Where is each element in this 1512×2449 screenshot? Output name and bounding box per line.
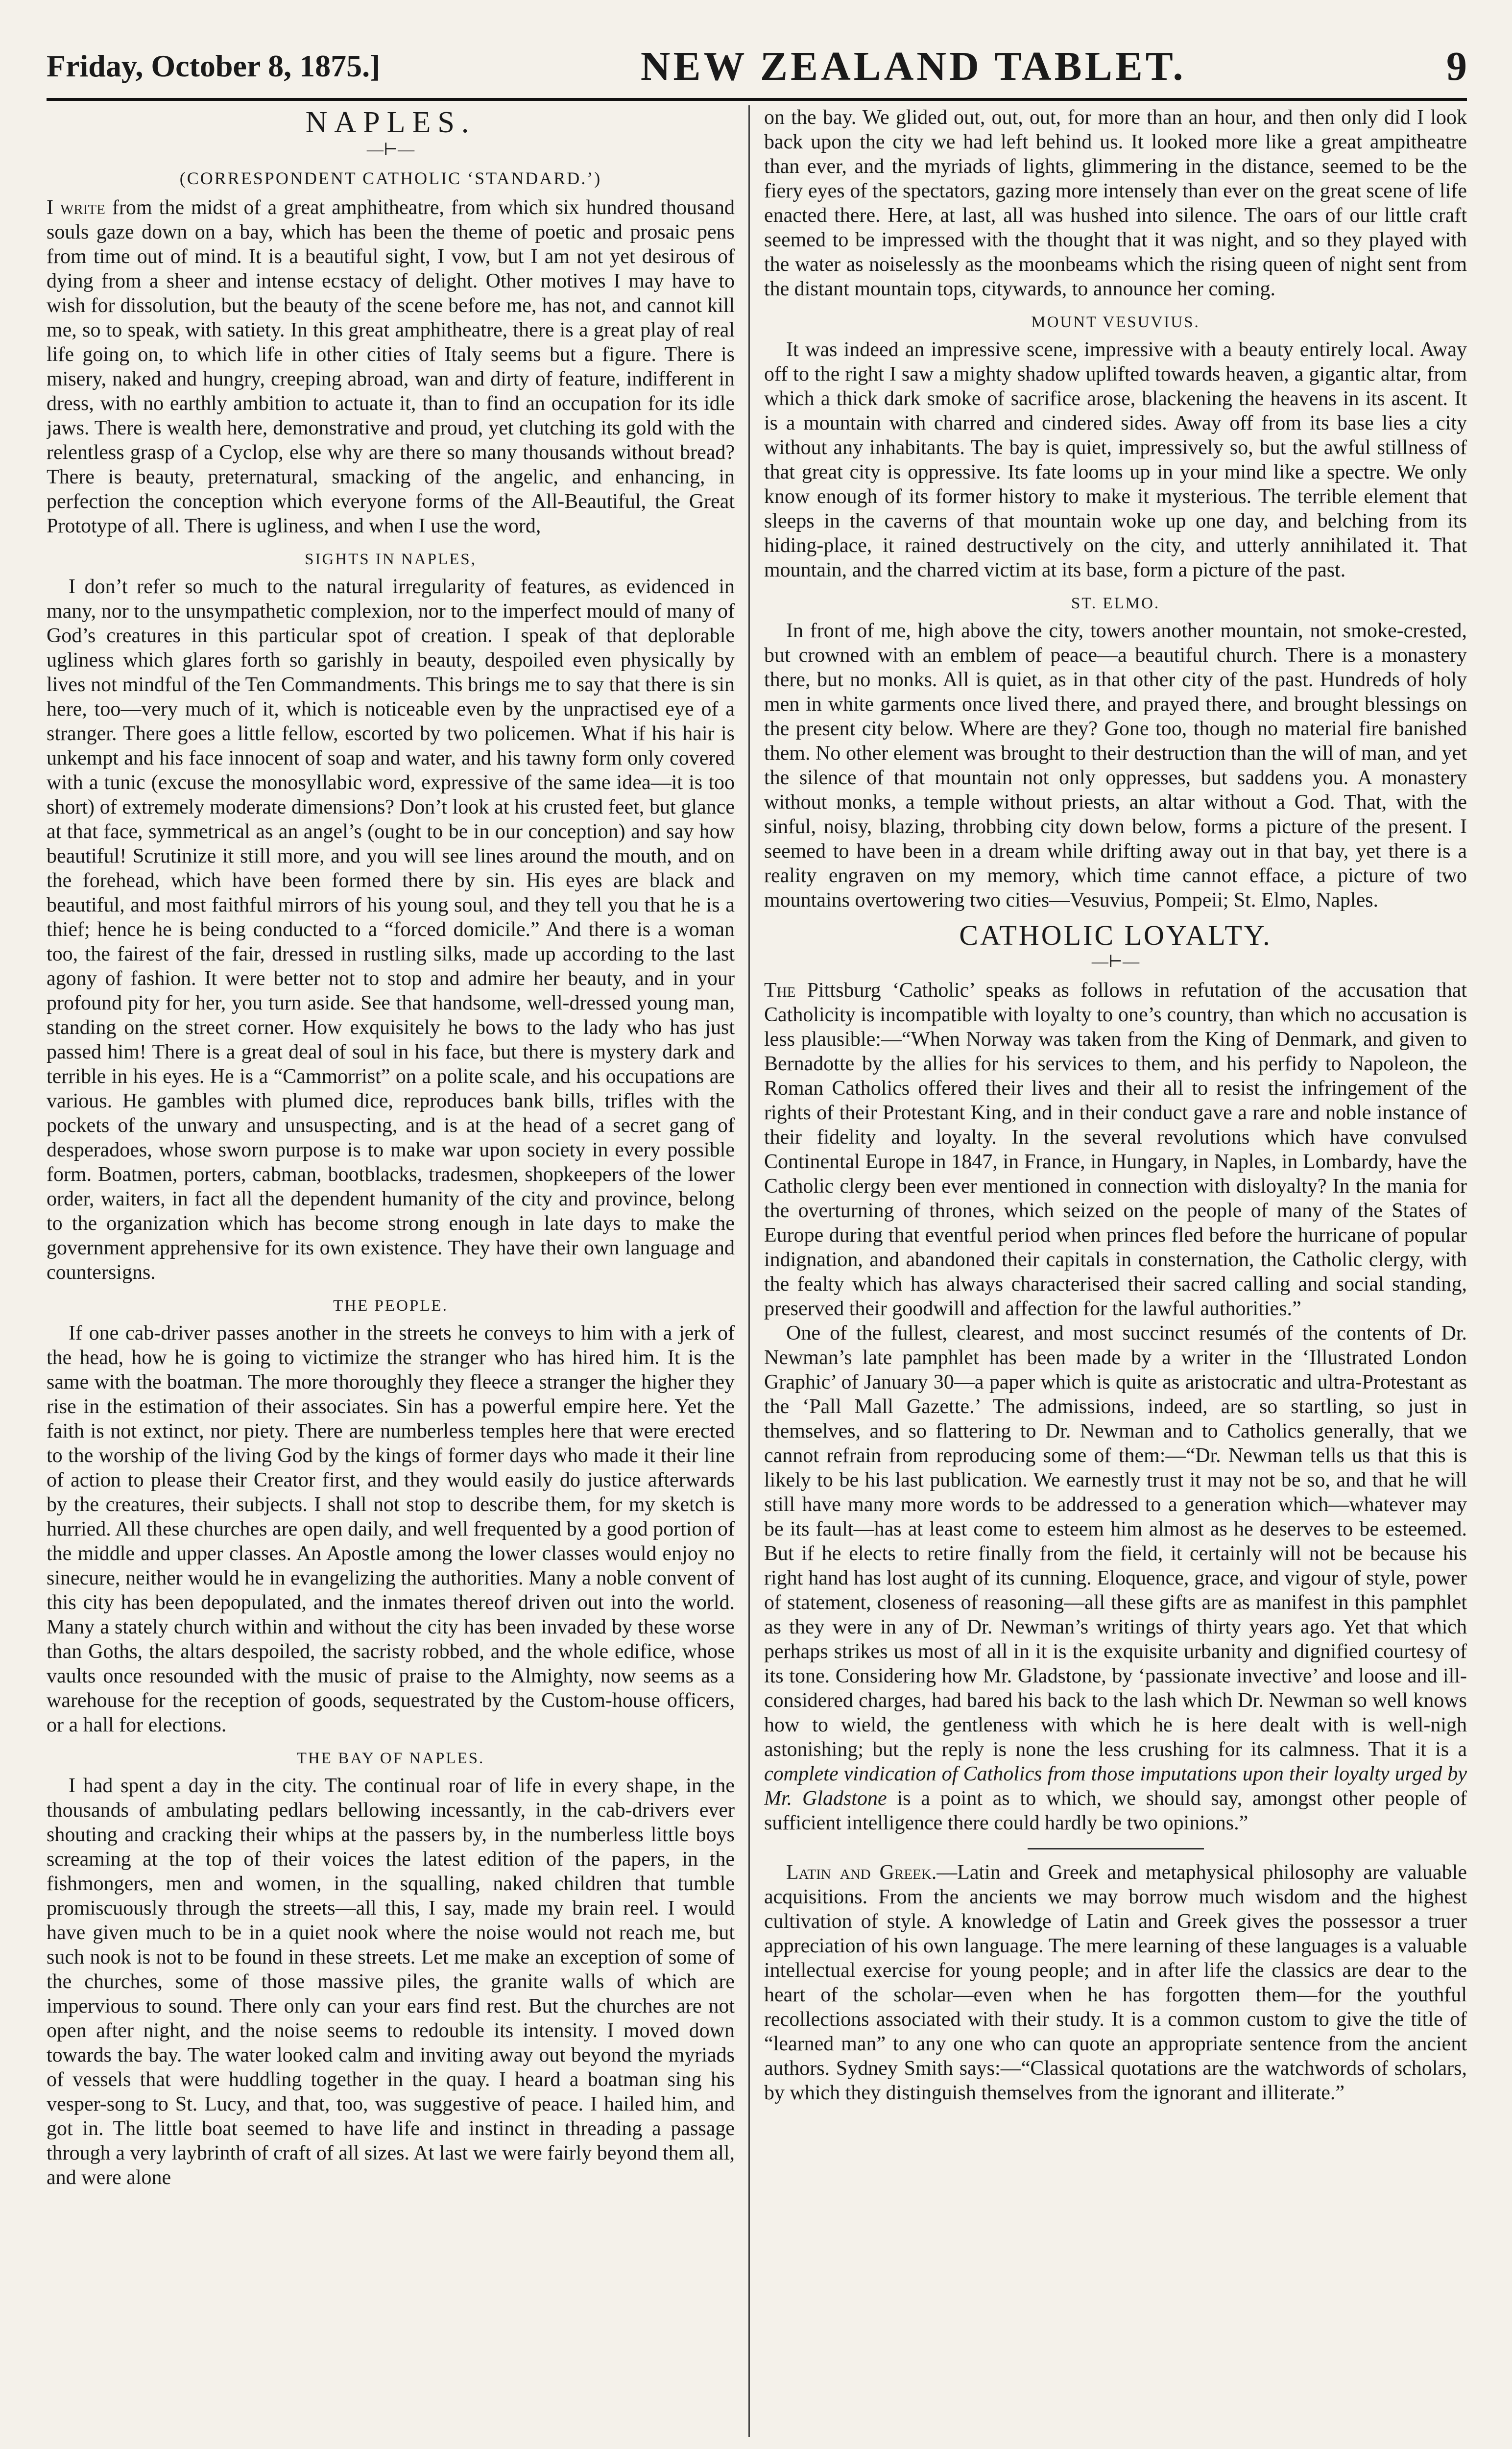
people-paragraph: If one cab-driver passes another in the streets he conveys to him with a jerk of the head, how he is going to victimize the stranger who has hired him. It is the same with the boatman. The more thoroughly they fleece a stranger the higher they rise in the estimation of their associates. Sin has a powerful empire here. Yet the faith is not extinct, nor piety. There are numberless temples here that were erected to the worship of the living God by the kings of former days who made it their line of action to please their Creator first, and they would easily do justice afterwards by the creatures, their subjects. I shall not stop to describe them, for my sketch is hurried. All these churches are open daily, and well frequented by a good portion of the middle and upper classes. An Apostle among the lower classes would enjoy no sinecure, neither would he in evangelizing the authorities. Many a noble convent of this city has been depopulated, and the inmates thereof driven out into the world. Many a stately church within and without the city has been invaded by these worse than Goths, the altars despoiled, the sacristy robbed, and the whole edifice, whose vaults once resounded with the music of praise to the Almighty, now seems as a warehouse for the reception of goods, sequestrated by the Custom-house officers, or a hall for elections. [47, 1322, 735, 1736]
naples-byline: (CORRESPONDENT CATHOLIC ‘STANDARD.’) [179, 168, 602, 188]
naples-divider: —⊢— [366, 141, 415, 159]
issue-date: Friday, October 8, 1875.] [47, 48, 381, 83]
masthead [47, 34, 1467, 101]
newspaper-title: NEW ZEALAND TABLET. [640, 43, 1186, 89]
latin-lead: Latin and Greek. [786, 1861, 937, 1884]
bay-heading: THE BAY OF NAPLES. [296, 1750, 485, 1767]
bay-continued: on the bay. We glided out, out, out, for more than an hour, and then only did I look back upon the city we had left behind us. It looked more like a great ampitheatre than ever, and the myriads of lights, glimmering in the distance, seemed to be the fiery eyes of the spectators, gazing more intensely than ever on the great scene of life enacted there. Here, at last, all was hushed into silence. The oars of our little craft seemed to be impressed with the thought that it was night, and so they played with the water as noiselessly as the moonbeams which the rising queen of night sent from the distant mountain tops, citywards, to announce her coming. [764, 106, 1467, 300]
page-number: 9 [1446, 43, 1467, 89]
left-column [47, 105, 735, 2437]
naples-intro-lead: I write [47, 196, 105, 219]
naples-intro: I write from the midst of a great amphitheatre, from which six hundred thousand souls gaze down on a bay, which has been the theme of poetic and prosaic pens from time out of mind. It is a beautiful sight, I vow, but I am not yet desirous of dying from a sheer and intense ecstacy of delight. Other motives I may have to wish for dissolution, but the beauty of the scene before me, has not, and cannot kill me, so to speak, with satiety. In this great amphitheatre, there is a great play of real life going on, to which life in other cities of Italy seems but a figure. There is misery, naked and hungry, creeping abroad, wan and dirty of feature, indifferent in dress, with no earthly ambition to actuate it, than to find an occupation for its idle jaws. There is wealth here, demonstrative and proud, yet clutching its gold with the relentless grasp of a Cyclop, else why are there so many thousands without bread? There is beauty, preternatural, smacking of the angelic, and enhancing, in perfection the conception which everyone forms of the All-Beautiful, the Great Prototype of all. There is ugliness, and when I use the word, [47, 196, 735, 537]
sights-heading: SIGHTS IN NAPLES, [305, 551, 477, 568]
people-heading: THE PEOPLE. [333, 1297, 448, 1315]
vesuvius-paragraph: It was indeed an impressive scene, impressive with a beauty entirely local. Away off to the right I saw a mighty shadow uplifted towards heaven, a gigantic altar, from which a thick dark smoke of sacrifice arose, blackening the heavens in its ascent. It is a mountain with charred and cindered sides. Away off from its base lies a city without any inhabitants. The bay is quiet, impressively so, but the awful stillness of that great city is oppressive. Its fate looms up in your mind like a spectre. We only know enough of its former history to make it mysterious. The terrible element that sleeps in the caverns of that mountain woke up one day, and belching from its hiding-place, it rained destructively on the city, and utterly annihilated it. That mountain, and the charred victim at its base, form a picture of the past. [764, 338, 1467, 581]
elmo-paragraph: In front of me, high above the city, towers another mountain, not smoke-crested, but crowned with an emblem of peace—a beautiful church. There is a monastery there, but no monks. All is quiet, as in that other city of the past. Hundreds of holy men in white garments once lived there, and prayed there, and brought blessings on the present city below. Where are they? Gone too, though no material fire banished them. No other element was brought to their destruction than the will of man, and yet the silence of that mountain not only oppresses, but saddens you. A monastery without monks, a temple without priests, an altar without a God. That, with the sinful, noisy, blazing, throbbing city down below, forms a picture of the present. I seemed to have been in a dream while drifting away out in that bay, yet there is a reality engraven on my memory, which time cannot efface, a picture of two mountains overtowering two cities—Vesuvius, Pompeii; St. Elmo, Naples. [764, 620, 1467, 912]
loyalty-paragraph-2: One of the fullest, clearest, and most succinct resumés of the contents of Dr. Newman’s late pamphlet has been made by a writer in the ‘Illustrated London Graphic’ of January 30—a paper which is quite as aristocratic and ultra-Protestant as the ‘Pall Mall Gazette.’ The admissions, indeed, are so startling, so just in themselves, and so flattering to Dr. Newman and to Catholics generally, that we cannot refrain from reproducing some of them:—“Dr. Newman tells us that this is likely to be his last publication. We earnestly trust it may not be so, and that he will still have many more words to be addressed to a generation which—whatever may be its fault—has at least come to esteem him almost as he deserves to be esteemed. But if he elects to retire finally from the field, it certainly will not be because his right hand has lost aught of its cunning. Eloquence, grace, and vigour of style, power of statement, closeness of reasoning—all these gifts are as manifest in this pamphlet as they were in any of Dr. Newman’s writings of thirty years ago. Yet that which perhaps strikes us most of all in it is the exquisite urbanity and dignified courtesy of its tone. Considering how Mr. Gladstone, by ‘passionate invective’ and loose and ill-considered charges, had bared his back to the lash which Dr. Newman so well knows how to wield, the gentleness with which he is here dealt with is well-nigh astonishing; but the reply is none the less crushing for its calmness. That it is a complete vindication of Catholics from those imputations upon their loyalty urged by Mr. Gladstone is a point as to which, we should say, amongst other people of sufficient intelligence there could hardly be two opinions.” [764, 1322, 1467, 1834]
vesuvius-heading: MOUNT VESUVIUS. [1031, 313, 1200, 331]
sights-paragraph: I don’t refer so much to the natural irregularity of features, as evidenced in many, nor to the unsympathetic complexion, nor to the imperfect mould of many of God’s creatures in this particular spot of creation. I speak of that deplorable ugliness which glares forth so garishly in beauty, despoiled even physically by lives not mindful of the Ten Commandments. This brings me to say that there is sin here, too—very much of it, which is noticeable even by the unpractised eye of a stranger. There goes a little fellow, escorted by two policemen. What if his hair is unkempt and his face innocent of soap and water, and his tawny form only covered with a tunic (excuse the monosyllabic word, expressive of the same idea—it is too short) of extremely moderate dimensions? Don’t look at his crusted feet, but glance at that face, symmetrical as an angel’s (ought to be in our conception) and say how beautiful! Scrutinize it still more, and you will see lines around the mouth, and on the forehead, which have been formed there by sin. His eyes are black and beautiful, and most faithful mirrors of his young soul, and they tell you that he is a thief; hence he is being conducted to a “forced domicile.” And there is a woman too, the fairest of the fair, dressed in rustling silks, made up according to the last agony of fashion. It were better not to stop and admire her beauty, and in your profound pity for her, you turn aside. See that handsome, well-dressed young man, standing on the street corner. How exquisitely he bows to the lady who has just passed him! There is a great deal of soul in his face, but there is mystery dark and terrible in his eyes. He is a “Cammorrist” on a polite scale, and his occupations are various. He gambles with plumed dice, reproduces bank bills, trifles with the pockets of the unwary and unsuspecting, and is at the head of a secret gang of desperadoes, whose sworn purpose is to make war upon society in every possible form. Boatmen, porters, cabman, bootblacks, tradesmen, shopkeepers of the lower order, waiters, in fact all the dependent humanity of the city and province, belong to the organization which has become strong enough in late days to make the government apprehensive for its own existence. They have their own language and countersigns. [47, 576, 735, 1284]
loyalty-title: CATHOLIC LOYALTY. [959, 919, 1272, 951]
loyalty-italic-phrase: complete vindication of Catholics from those imputations upon their loyalty urged by Mr. Gladstone [764, 1763, 1467, 1810]
section-rule [1028, 1848, 1204, 1849]
loyalty-divider: —⊢— [1091, 953, 1140, 971]
loyalty-lead: The [764, 979, 796, 1002]
bay-paragraph: I had spent a day in the city. The continual roar of life in every shape, in the thousands of ambulating pedlars bellowing incessantly, in the cab-drivers ever shouting and cracking their whips at the passers by, in the numberless little boys screaming at the top of their voices the latest edition of the papers, in the fishmongers, men and women, in the squalling, naked children that tumble promiscuously through the streets—all this, I say, made my brain reel. I would have given much to be in a quiet nook where the noise would not reach me, but such nook is not to be found in these streets. Let me make an exception of some of the churches, some of those massive piles, the granite walls of which are impervious to sound. There only can your ears find rest. But the churches are not open after night, and the noise seems to redouble its intensity. I moved down towards the bay. The water looked calm and inviting away out beyond the myriads of vessels that were huddling together in the quay. I heard a boatman sing his vesper-song to St. Lucy, and that, too, was suggestive of peace. I hailed him, and got in. The little boat seemed to have life and instinct in threading a passage through a very laybrinth of craft of all sizes. At last we were fairly beyond them all, and were alone [47, 1775, 735, 2189]
naples-title: NAPLES. [305, 106, 476, 139]
loyalty-paragraph-1: The Pittsburg ‘Catholic’ speaks as follows in refutation of the accusation that Catholicity is incompatible with loyalty to one’s country, than which no accusation is less plausible:—“When Norway was taken from the King of Denmark, and given to Bernadotte by the allies for his services to them, and his perfidy to Napoleon, the Roman Catholics offered their lives and their all to resist the infringement of the rights of their Protestant King, and in their conduct gave a rare and noble instance of their fidelity and loyalty. In the several revolutions which have convulsed Continental Europe in 1847, in France, in Hungary, in Naples, in Lombardy, have the Catholic clergy been ever mentioned in connection with disloyalty? In the mania for the overturning of thrones, which seized on the people of many of the States of Europe during that eventful period when princes fled before the hurricane of popular indignation, and abandoned their capitals in consternation, the Catholic clergy, with the fealty which has always characterised their sacred calling and social standing, preserved their goodwill and affection for the lawful authorities.” [764, 979, 1467, 1320]
column-divider [748, 105, 750, 2437]
latin-paragraph: Latin and Greek.—Latin and Greek and metaphysical philosophy are valuable acquisitions. From the ancients we may borrow much wisdom and the highest cultivation of style. A knowledge of Latin and Greek gives the possessor a truer appreciation of his own language. The mere learning of these languages is a valuable intellectual exercise for young people; and in after life the classics are dear to the heart of the scholar—even when he has forgotten them—for the youthful recollections associated with their study. It is a common custom to give the title of “learned man” to any one who can quote an appropriate sentence from the ancient authors. Sydney Smith says:—“Classical quotations are the watchwords of scholars, by which they distinguish themselves from the ignorant and illiterate.” [764, 1861, 1467, 2104]
right-column [764, 105, 1467, 2437]
elmo-heading: ST. ELMO. [1071, 595, 1160, 612]
